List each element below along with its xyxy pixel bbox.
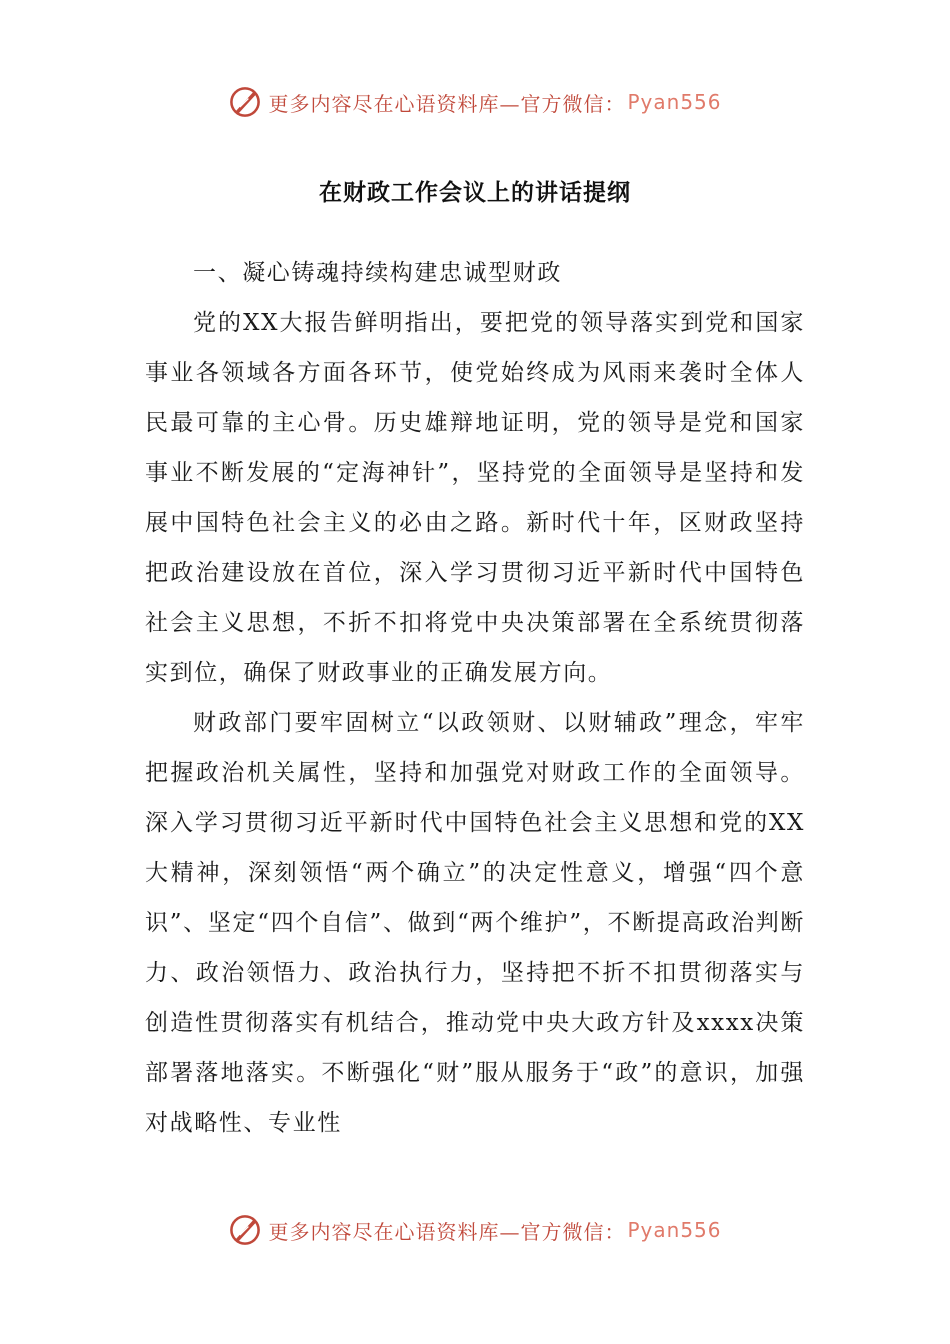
quill-pen-logo-icon (228, 1213, 262, 1247)
watermark-text: 更多内容尽在心语资料库—官方微信： (268, 91, 626, 116)
header-watermark (0, 80, 950, 124)
watermark-wechat-id: Pyan556 (627, 90, 722, 114)
document-body (145, 248, 805, 1148)
watermark-wechat-id: Pyan556 (627, 1218, 722, 1242)
document-title: 在财政工作会议上的讲话提纲 (319, 180, 631, 206)
section-heading: 一、凝心铸魂持续构建忠诚型财政 (193, 260, 562, 286)
paragraph-2: 财政部门要牢固树立“以政领财、以财辅政”理念，牢牢把握政治机关属性，坚持和加强党对财政工作的全面领导。深入学习贯彻习近平新时代中国特色社会主义思想和党的XX大精神，深刻领悟“两个确立”的决定性意义，增强“四个意识”、坚定“四个自信”、做到“两个维护”，不断提高政治判断力、政治领悟力、政治执行力，坚持把不折不扣贯彻落实与创造性贯彻落实有机结合，推动党中央大政方针及xxxx决策部署落地落实。不断强化“财”服从服务于“政”的意识，加强对战略性、专业性 (145, 710, 805, 1136)
watermark-text: 更多内容尽在心语资料库—官方微信： (268, 1219, 626, 1244)
footer-watermark (0, 1208, 950, 1252)
paragraph-1: 党的XX大报告鲜明指出，要把党的领导落实到党和国家事业各领域各方面各环节，使党始终成为风雨来袭时全体人民最可靠的主心骨。历史雄辩地证明，党的领导是党和国家事业不断发展的“定海神针”，坚持党的全面领导是坚持和发展中国特色社会主义的必由之路。新时代十年，区财政坚持把政治建设放在首位，深入学习贯彻习近平新时代中国特色社会主义思想，不折不扣将党中央决策部署在全系统贯彻落实到位，确保了财政事业的正确发展方向。 (145, 310, 805, 686)
quill-pen-logo-icon (228, 85, 262, 119)
